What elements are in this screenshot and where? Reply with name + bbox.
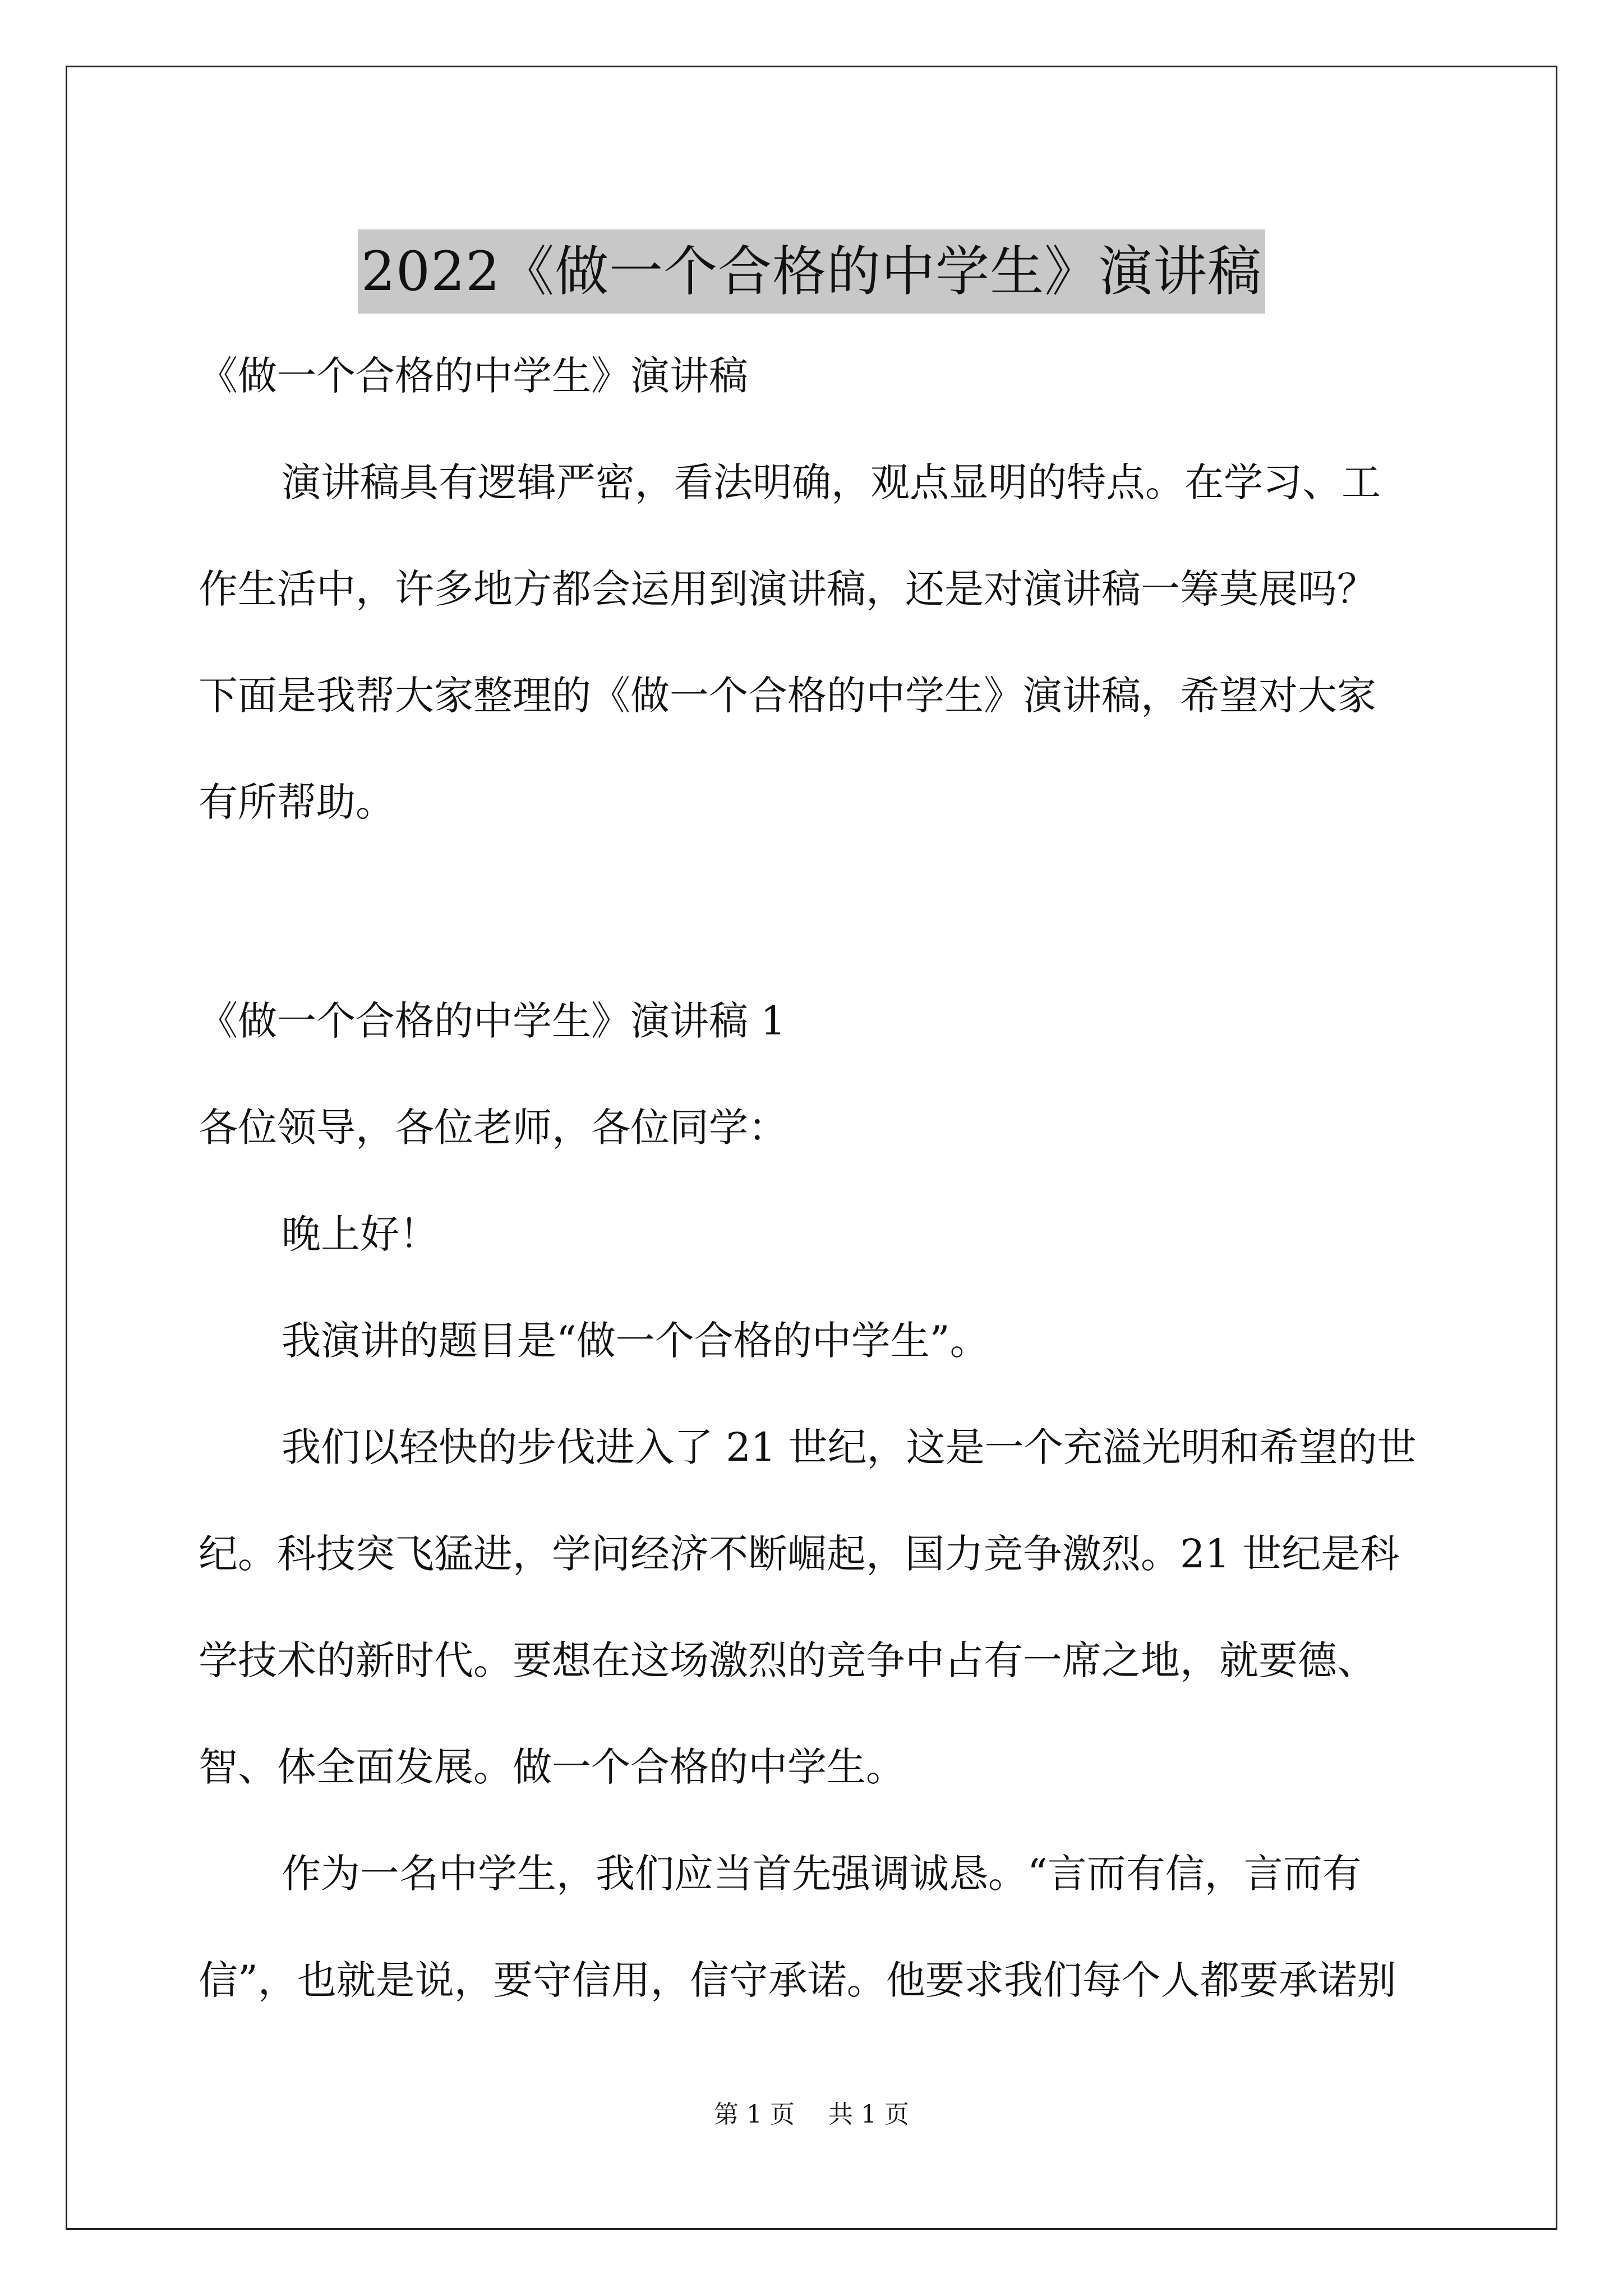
paragraph-line: 下面是我帮大家整理的《做一个合格的中学生》演讲稿，希望对大家 (199, 673, 1376, 719)
paragraph-line: 我演讲的题目是“做一个合格的中学生”。 (282, 1318, 989, 1364)
page-total: 共 1 页 (828, 2100, 909, 2129)
section-heading: 《做一个合格的中学生》演讲稿 1 (199, 998, 786, 1044)
page-number: 第 1 页 (714, 2100, 795, 2129)
salutation-line: 各位领导，各位老师，各位同学： (199, 1105, 787, 1151)
paragraph-line: 学技术的新时代。要想在这场激烈的竞争中占有一席之地，就要德、 (199, 1637, 1376, 1683)
page-footer (0, 2098, 1623, 2132)
paragraph-line: 纪。科技突飞猛进，学问经济不断崛起，国力竞争激烈。21 世纪是科 (199, 1531, 1400, 1577)
paragraph-line: 有所帮助。 (199, 779, 395, 825)
paragraph-line: 作生活中，许多地方都会运用到演讲稿，还是对演讲稿一筹莫展吗？ (199, 566, 1376, 612)
paragraph-line: 智、体全面发展。做一个合格的中学生。 (199, 1744, 905, 1790)
paragraph-line: 演讲稿具有逻辑严密，看法明确，观点显明的特点。在学习、工 (282, 459, 1381, 505)
title-container (0, 194, 1623, 350)
subtitle-line: 《做一个合格的中学生》演讲稿 (199, 353, 748, 399)
paragraph-line: 作为一名中学生，我们应当首先强调诚恳。“言而有信，言而有 (282, 1851, 1362, 1897)
paragraph-line: 信”，也就是说，要守信用，信守承诺。他要求我们每个人都要承诺别 (199, 1957, 1396, 2003)
document-title: 2022《做一个合格的中学生》演讲稿 (358, 229, 1265, 314)
paragraph-line: 我们以轻快的步伐进入了 21 世纪，这是一个充溢光明和希望的世 (282, 1424, 1417, 1470)
greeting-line: 晚上好！ (282, 1211, 439, 1257)
